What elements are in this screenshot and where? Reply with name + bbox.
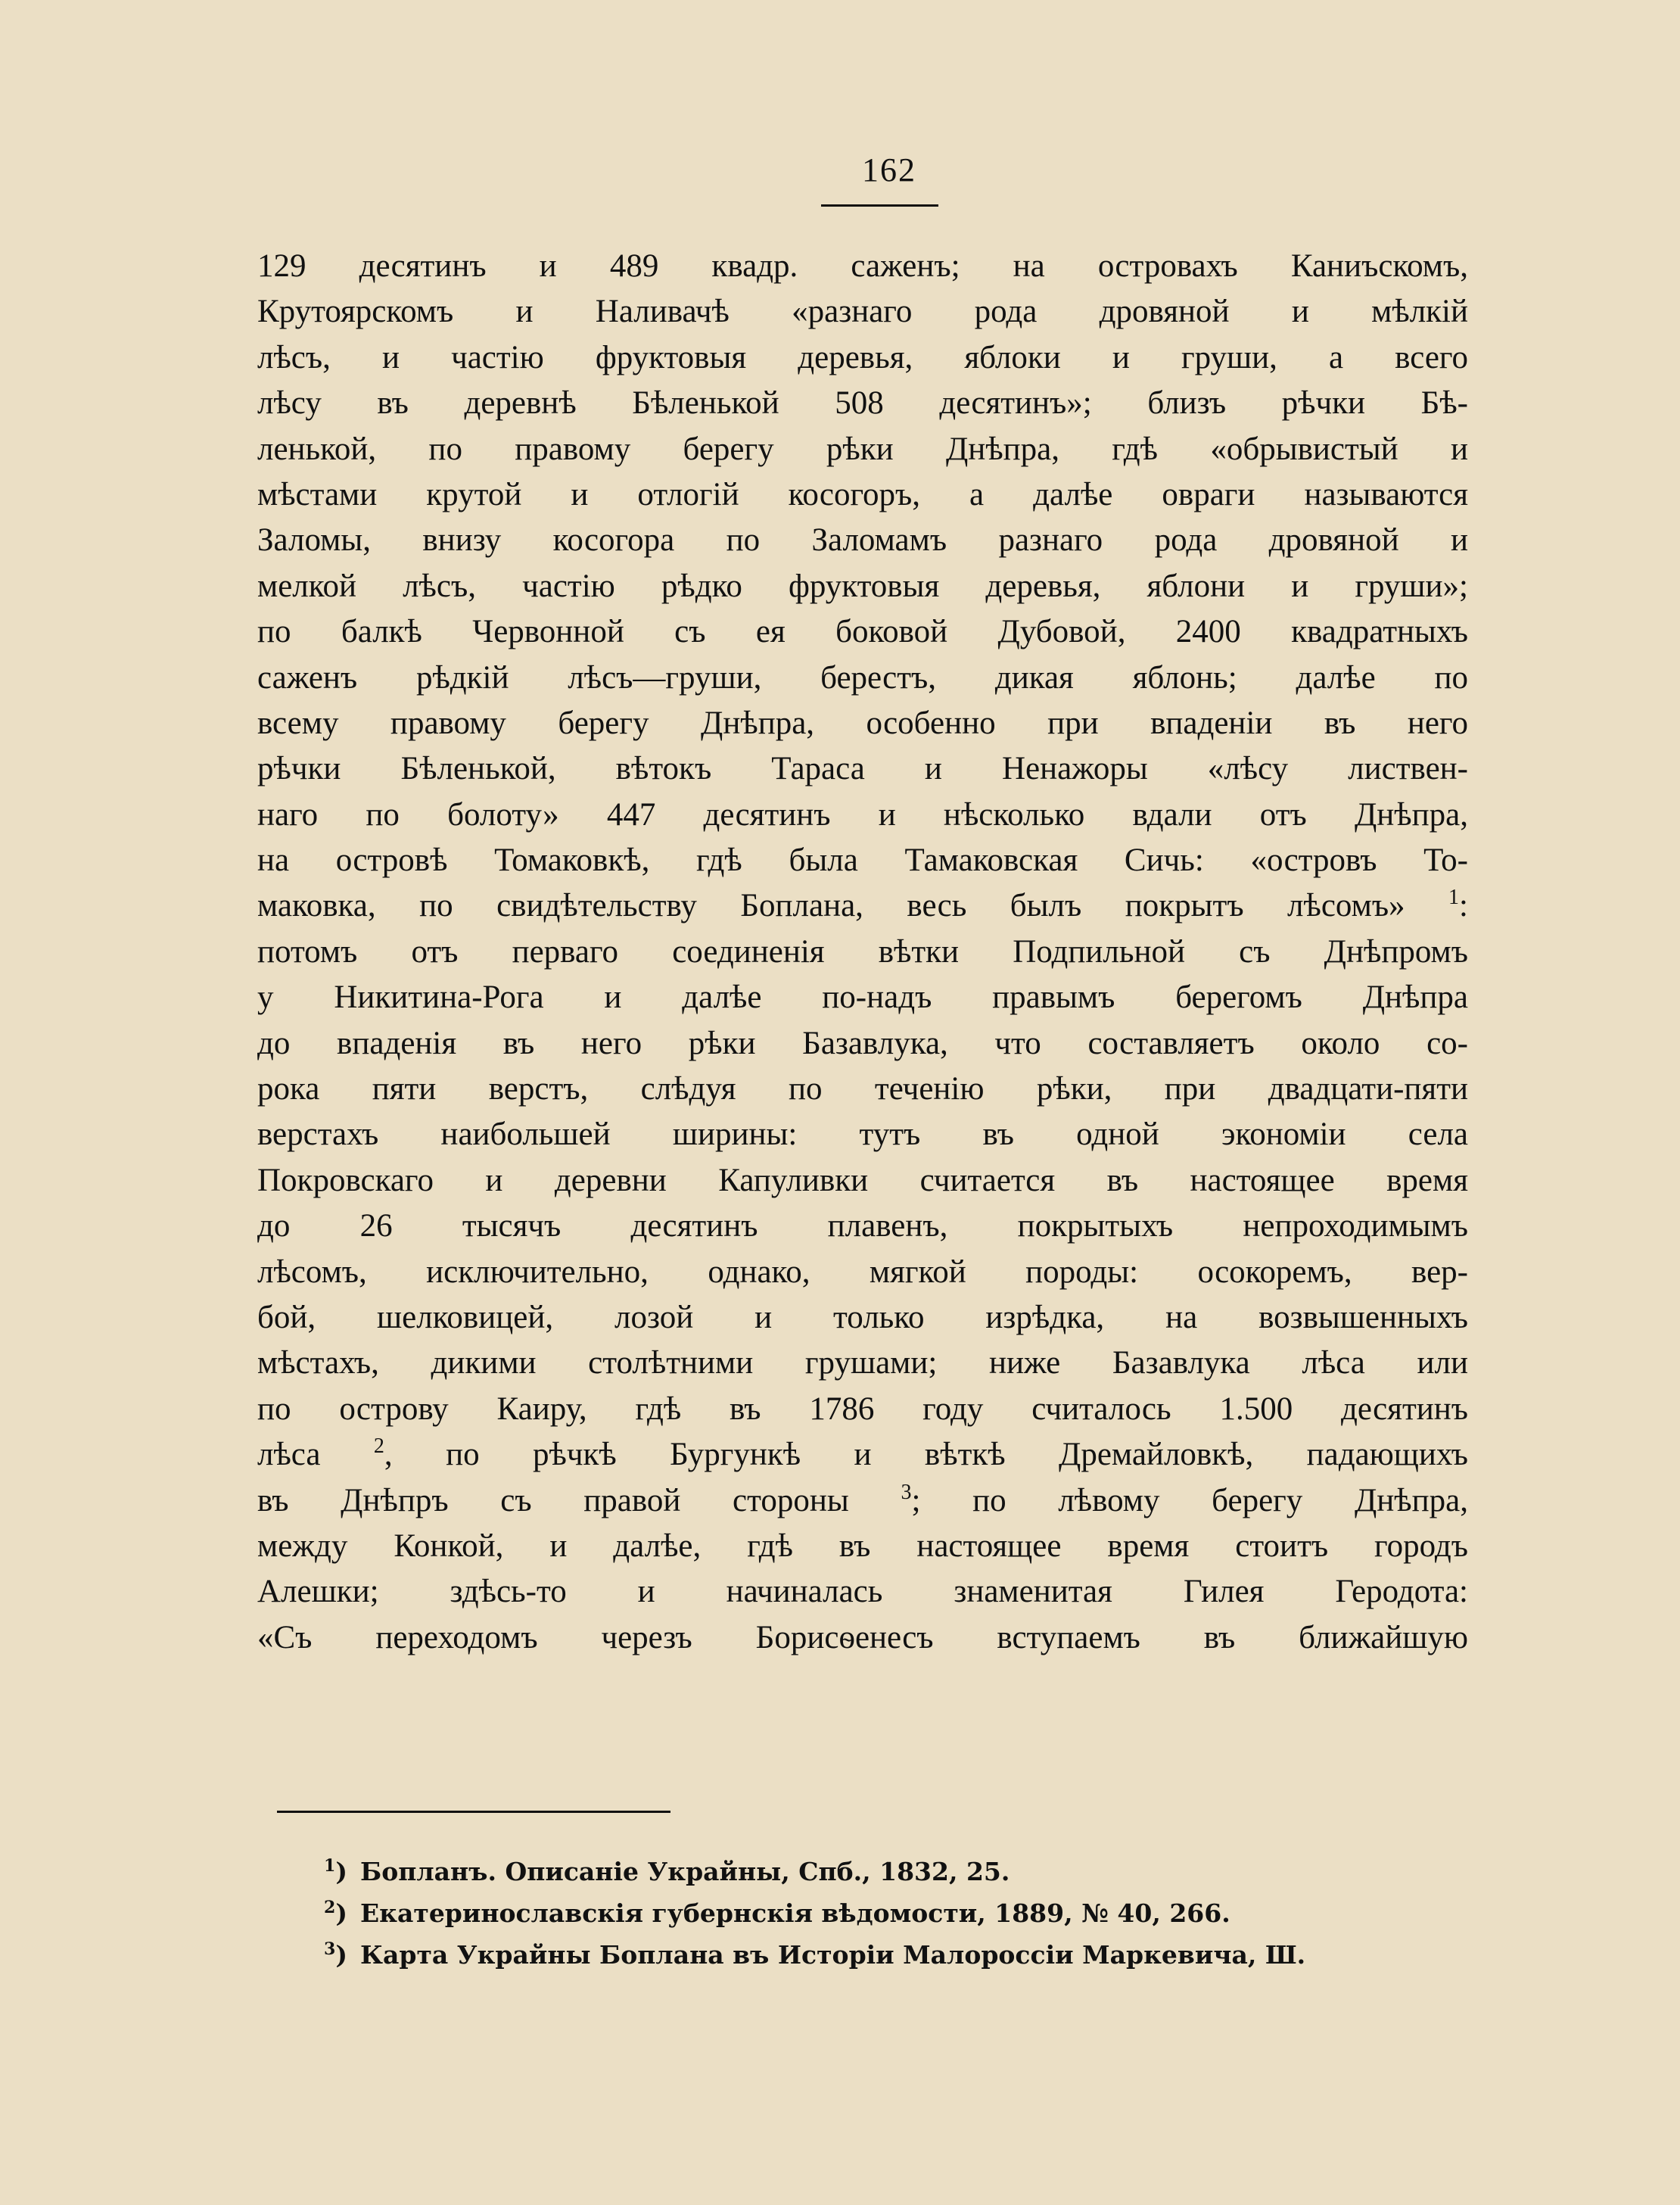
text-line: рѣчки Бѣленькой, вѣтокъ Тараса и Ненажоры «лѣсу листвен- [257,751,1468,787]
text-segment: маковка, по свидѣтельству Боплана, весь былъ покрытъ лѣсомъ» [257,888,1405,924]
page-number: 162 [862,151,916,188]
footnote-separator [277,1811,670,1813]
footnote-marker: $^1$) [324,1856,347,1886]
footnote-marker: $^2$) [324,1898,347,1928]
footnotes [324,1851,1474,1976]
body-text [257,244,1468,1661]
footnote [324,1851,1474,1892]
text-line: саженъ рѣдкій лѣсъ—груши, берестъ, дикая яблонь; далѣе по [257,659,1468,696]
footnote-marker: $^3$) [324,1939,347,1970]
text-line: по балкѣ Червонной съ ея боковой Дубовой, 2400 квадратныхъ [257,614,1468,650]
text-line: Крутоярскомъ и Наливачѣ «разнаго рода дровяной и мѣлкій [257,294,1468,330]
text-line: рока пяти верстъ, слѣдуя по теченію рѣки, при двадцати-пяти [257,1071,1468,1107]
text-line [257,1432,1468,1478]
text-line: верстахъ наибольшей ширины: тутъ въ одной экономіи села [257,1117,1468,1153]
text-line: Алешки; здѣсь-то и начиналась знаменитая Гилея Геродота: [257,1574,1468,1610]
text-line: лѣсъ, и частію фруктовыя деревья, яблоки и груши, а всего [257,339,1468,375]
text-line: между Конкой, и далѣе, гдѣ въ настоящее время стоитъ городъ [257,1528,1468,1564]
text-line: Заломы, внизу косогора по Заломамъ разнаго рода дровяной и [257,522,1468,559]
text-segment: въ Днѣпръ съ правой стороны [257,1482,849,1518]
text-line: у Никитина-Рога и далѣе по-надъ правымъ берегомъ Днѣпра [257,979,1468,1016]
footnote-reference[interactable]: 3 [901,1480,912,1504]
text-line: потомъ отъ перваго соединенія вѣтки Подпильной съ Днѣпромъ [257,933,1468,970]
text-line: 129 десятинъ и 489 квадр. саженъ; на островахъ Каниъскомъ, [257,248,1468,284]
text-line: Покровскаго и деревни Капуливки считается въ настоящее время [257,1162,1468,1198]
text-line: мѣстахъ, дикими столѣтними грушами; ниже Базавлука лѣса или [257,1345,1468,1381]
footnote [324,1934,1474,1976]
footnote-reference[interactable]: 2 [373,1434,384,1459]
text-line: до впаденія въ него рѣки Базавлука, что составляетъ около со- [257,1025,1468,1061]
text-line: всему правому берегу Днѣпра, особенно при впаденіи въ него [257,705,1468,741]
text-segment: лѣса [257,1437,321,1473]
text-line: до 26 тысячъ десятинъ плавенъ, покрытыхъ непроходимымъ [257,1208,1468,1244]
text-segment: : [1459,888,1468,924]
footnote-text: Карта Украйны Боплана въ Исторіи Малороссіи Маркевича, Ш. [360,1940,1306,1970]
footnote-reference[interactable]: 1 [1448,886,1460,910]
text-line: мѣстами крутой и отлогій косогоръ, а далѣе овраги называются [257,476,1468,512]
text-line [257,883,1468,929]
text-line: лѣсомъ, исключительно, однако, мягкой породы: осокоремъ, вер- [257,1254,1468,1290]
text-segment: , по рѣчкѣ Бургункѣ и вѣткѣ Дремайловкѣ, падающихъ [384,1437,1468,1473]
text-line [257,1478,1468,1524]
text-line: «Съ переходомъ черезъ Борисѳенесъ вступаемъ въ ближайшую [257,1619,1468,1655]
text-line: на островѣ Томаковкѣ, гдѣ была Тамаковская Сичь: «островъ То- [257,842,1468,879]
text-line: ленькой, по правому берегу рѣки Днѣпра, гдѣ «обрывистый и [257,431,1468,467]
text-line: лѣсу въ деревнѣ Бѣленькой 508 десятинъ»; близъ рѣчки Бѣ- [257,385,1468,422]
footnote-text: Бопланъ. Описаніе Украйны, Спб., 1832, 25. [360,1857,1010,1886]
text-segment: ; по лѣвому берегу Днѣпра, [911,1482,1468,1518]
footnote [324,1892,1474,1934]
footnote-text: Екатеринославскія губернскія вѣдомости, 1889, № 40, 266. [360,1898,1230,1928]
text-line: мелкой лѣсъ, частію рѣдко фруктовыя деревья, яблони и груши»; [257,568,1468,604]
text-line: по острову Каиру, гдѣ въ 1786 году считалось 1.500 десятинъ [257,1391,1468,1427]
page-number-underline [821,204,938,207]
text-line: наго по болоту» 447 десятинъ и нѣсколько вдали отъ Днѣпра, [257,796,1468,833]
text-line: бой, шелковицей, лозой и только изрѣдка, на возвышенныхъ [257,1299,1468,1335]
